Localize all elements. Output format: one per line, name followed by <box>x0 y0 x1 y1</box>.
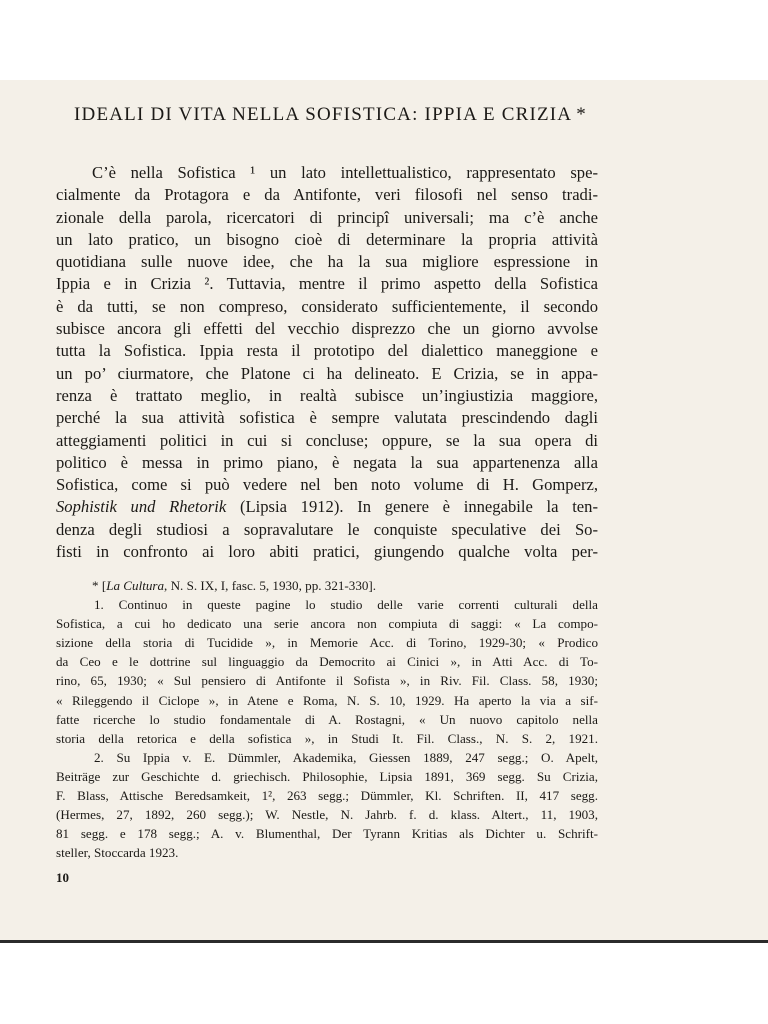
chapter-title <box>74 102 714 128</box>
title-footnote-mark: * <box>576 104 587 125</box>
body-text <box>56 162 598 563</box>
body-line: perché la sua attività sofistica è sempre valutata prescindendo dagli <box>56 408 598 428</box>
footnote-1-line: storia della retorica e della sofistica », in Studi It. Fil. Class., N. S. 2, 1921. <box>56 730 598 746</box>
footnote-1-line: sizione della storia di Tucidide », in Memorie Acc. di Torino, 1929-30; « Prodico <box>56 635 598 651</box>
star-note-prefix: * [ <box>92 578 107 593</box>
footnote-2-line: (Hermes, 27, 1892, 260 segg.); W. Nestle, N. Jahrb. f. d. klass. Altert., 11, 1903, <box>56 807 598 823</box>
body-line: cialmente da Protagora e da Antifonte, veri filosofi nel senso tradi- <box>56 185 598 205</box>
body-line: quotidiana sulle nuove idee, che ha la sua migliore espressione in <box>56 252 598 272</box>
footnote-1-line: rino, 65, 1930; « Sul pensiero di Antifonte il Sofista », in Riv. Fil. Class. 58, 1930; <box>56 673 598 689</box>
book-page <box>0 80 768 943</box>
star-note-suffix: , N. S. IX, I, fasc. 5, 1930, pp. 321-330]. <box>164 578 377 593</box>
footnote-1-line: fatte ricerche lo studio fondamentale di A. Rostagni, « Un nuovo capitolo nella <box>56 711 598 727</box>
star-footnote <box>56 576 598 595</box>
body-line-gomperz <box>56 496 598 518</box>
footnote-2-line: Beiträge zur Geschichte d. griechisch. Philosophie, Lipsia 1891, 369 segg. Su Crizia, <box>56 768 598 784</box>
footnote-1-line: 1. Continuo in queste pagine lo studio delle varie correnti culturali della <box>94 597 598 613</box>
star-note-journal: La Cultura <box>106 578 165 593</box>
footnote-2-line: 81 segg. e 178 segg.; A. v. Blumenthal, Der Tyrann Kritias als Dichter u. Schrift- <box>56 826 598 842</box>
footnote-2-line: F. Blass, Attische Beredsamkeit, 1², 263 segg.; Dümmler, Kl. Schriften. II, 417 segg. <box>56 788 598 804</box>
book-title-italic: Sophistik und Rhetorik <box>56 497 227 517</box>
body-line: un lato pratico, un bisogno cioè di determinare la propria attività <box>56 229 598 249</box>
body-line: è da tutti, se non compreso, considerato sufficientemente, il secondo <box>56 296 598 316</box>
footnote-1-line: Sofistica, a cui ho dedicato una serie ancora non compiuta di saggi: « La compo- <box>56 616 598 632</box>
body-line: tutta la Sofistica. Ippia resta il prototipo del dialettico maneggione e <box>56 341 598 361</box>
body-line: zionale della parola, ricercatori di principî universali; ma c’è anche <box>56 207 598 227</box>
footnote-1-line: « Rileggendo il Ciclope », in Atene e Roma, N. S. 10, 1929. Ha aperto la via a sif- <box>56 692 598 708</box>
footnote-2-line: 2. Su Ippia v. E. Dümmler, Akademika, Giessen 1889, 247 segg.; O. Apelt, <box>94 749 598 765</box>
body-line: C’è nella Sofistica ¹ un lato intellettualistico, rappresentato spe- <box>92 163 598 182</box>
body-line: denza degli studiosi a sopravalutare le conquiste speculative dei So- <box>56 519 598 539</box>
body-line: atteggiamenti politici in cui si concluse; oppure, se la sua opera di <box>56 430 598 450</box>
body-line: politico è messa in primo piano, è negata la sua appartenenza alla <box>56 452 598 472</box>
body-line: subisce ancora gli effetti del vecchio disprezzo che un giorno avvolse <box>56 319 598 339</box>
footnotes <box>56 576 598 862</box>
page-number: 10 <box>56 870 69 885</box>
footnote-2-line: steller, Stoccarda 1923. <box>56 845 179 861</box>
chapter-title-text: IDEALI DI VITA NELLA SOFISTICA: IPPIA E CRIZIA <box>74 104 573 125</box>
body-line: renza è trattato meglio, in realtà subisce un’ingiustizia maggiore, <box>56 385 598 405</box>
body-line: Sofistica, come si può vedere nel ben noto volume di H. Gomperz, <box>56 475 598 495</box>
body-line: un po’ ciurmatore, che Platone ci ha delineato. E Crizia, se in appa- <box>56 363 598 383</box>
body-line-rest: (Lipsia 1912). In genere è innegabile la ten- <box>226 497 598 517</box>
footnote-1-line: da Ceo e le dottrine sul linguaggio da Democrito ai Cinici », in Atti Acc. di To- <box>56 654 598 670</box>
body-line: fisti in confronto ai loro abiti pratici, giungendo qualche volta per- <box>56 542 598 562</box>
body-line: Ippia e in Crizia ². Tuttavia, mentre il primo aspetto della Sofistica <box>56 274 598 294</box>
